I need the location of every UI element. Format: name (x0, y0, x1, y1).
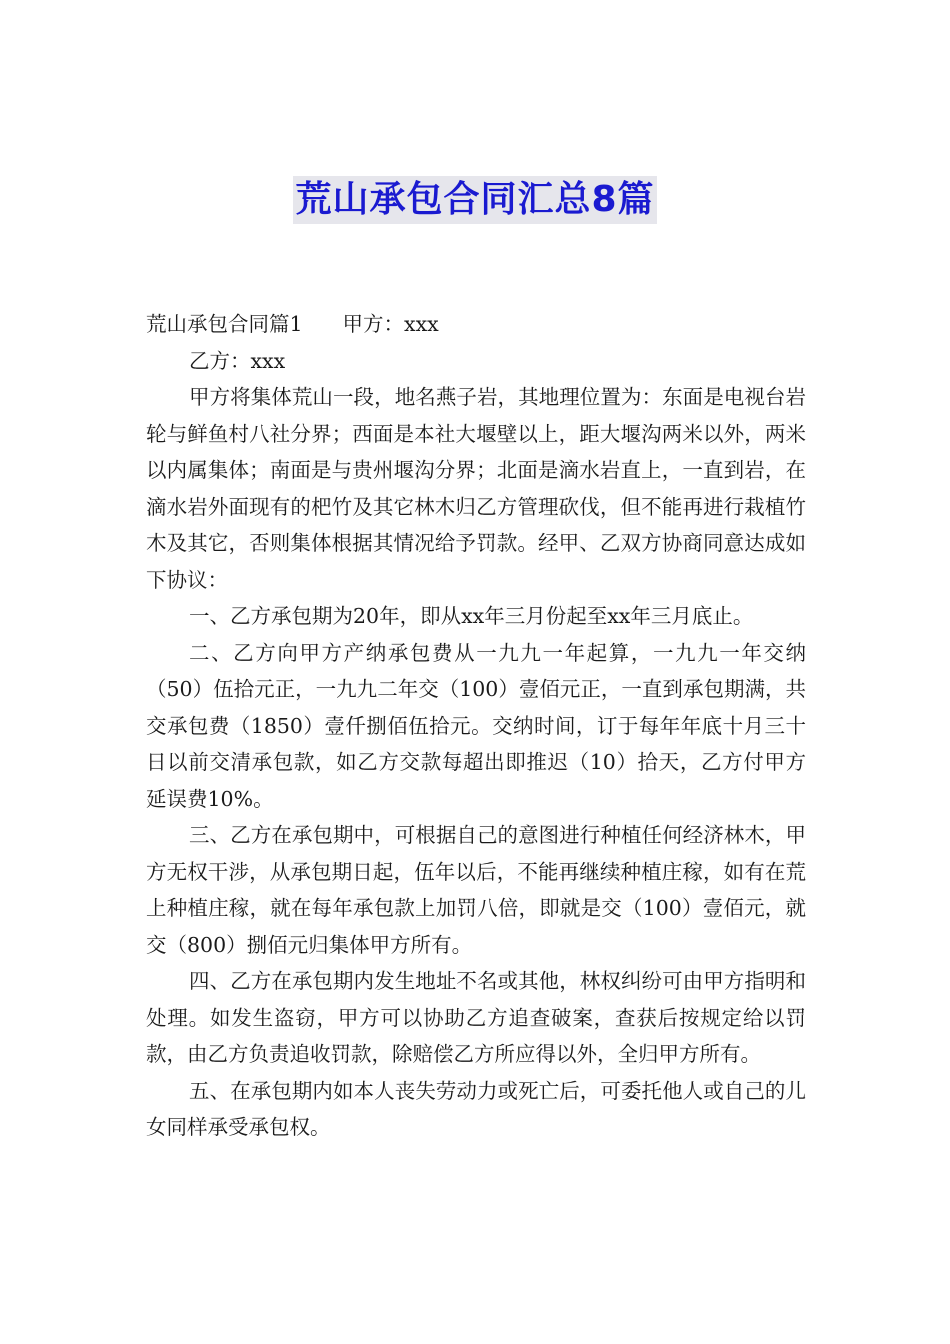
clause-3: 三、乙方在承包期中，可根据自己的意图进行种植任何经济林木，甲方无权干涉，从承包期日起，伍年以后，不能再继续种植庄稼，如有在荒上种植庄稼，就在每年承包款上加罚八倍，即就是交（100）壹佰元，就交（800）捌佰元归集体甲方所有。 (146, 823, 806, 957)
heading-line (146, 306, 806, 343)
clause-5: 五、在承包期内如本人丧失劳动力或死亡后，可委托他人或自己的儿女同样承受承包权。 (146, 1078, 806, 1139)
contract-heading: 荒山承包合同篇1 (146, 312, 303, 336)
clause-2: 二、乙方向甲方产纳承包费从一九九一年起算，一九九一年交纳（50）伍拾元正，一九九二年交（100）壹佰元正，一直到承包期满，共交承包费（1850）壹仟捌佰伍拾元。交纳时间，订于每年年底十月三十日以前交清承包款，如乙方交款每超出即推迟（10）拾天，乙方付甲方延误费10%。 (146, 640, 806, 811)
party-a: 甲方：xxx (342, 312, 439, 336)
paragraph-intro: 甲方将集体荒山一段，地名燕子岩，其地理位置为：东面是电视台岩轮与鲜鱼村八社分界；西面是本社大堰壁以上，距大堰沟两米以外，两米以内属集体；南面是与贵州堰沟分界；北面是滴水岩直上，一直到岩，在滴水岩外面现有的杷竹及其它林木归乙方管理砍伐，但不能再进行栽植竹木及其它，否则集体根据其情况给予罚款。经甲、乙双方协商同意达成如下协议： (146, 385, 806, 592)
clause-1: 一、乙方承包期为20年，即从xx年三月份起至xx年三月底止。 (189, 604, 754, 628)
party-b: 乙方：xxx (189, 348, 286, 373)
document-body (146, 306, 806, 1146)
clause-4: 四、乙方在承包期内发生地址不名或其他，林权纠纷可由甲方指明和处理。如发生盗窃，甲方可以协助乙方追查破案，查获后按规定给以罚款，由乙方负责追收罚款，除赔偿乙方所应得以外，全归甲方所有。 (146, 969, 806, 1066)
title-wrapper (0, 176, 950, 224)
document-title: 荒山承包合同汇总8篇 (293, 176, 656, 224)
